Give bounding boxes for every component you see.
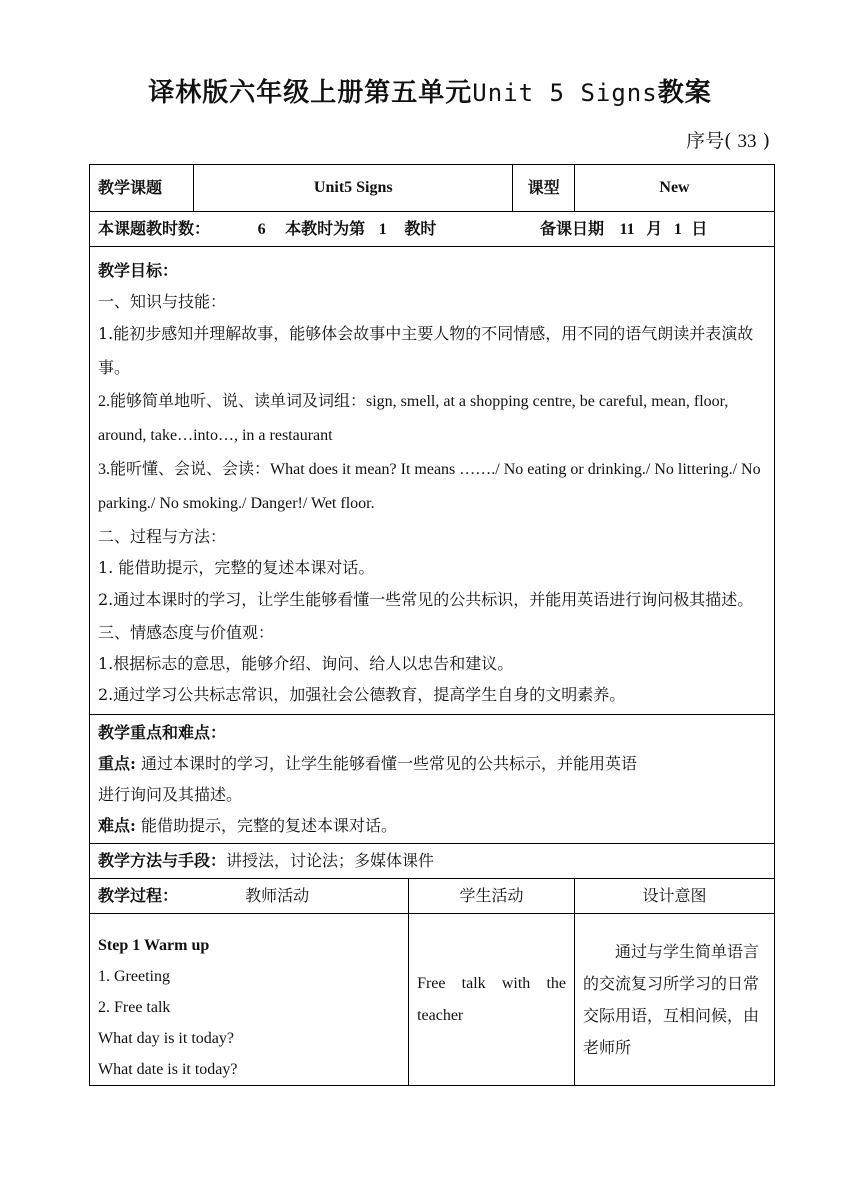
- step1-design-cell: [575, 914, 775, 1086]
- objective-line: 1.根据标志的意思，能够介绍、询问、给人以忠告和建议。: [98, 654, 514, 673]
- step1-line: 1. Greeting: [98, 968, 170, 985]
- title-cn-right: 教案: [657, 78, 712, 108]
- key-points-row: [90, 715, 775, 844]
- method-text: 讲授法，讨论法；多媒体课件: [226, 851, 435, 871]
- topic-label: 教学课题: [90, 165, 194, 212]
- design-intent-header: 设计意图: [575, 879, 775, 914]
- focus-text: 通过本课时的学习，让学生能够看懂一些常见的公共标示，并能用英语: [135, 754, 638, 773]
- date-day: 1: [673, 220, 682, 238]
- objective-line: 1. 能借助提示，完整的复述本课对话。: [98, 558, 375, 577]
- step1-line: What day is it today?: [98, 1030, 234, 1047]
- objective-line: 三、情感态度与价值观：: [98, 623, 275, 642]
- student-activity-header: 学生活动: [409, 879, 575, 914]
- objective-line: 二、过程与方法：: [98, 527, 227, 546]
- objectives-heading: 教学目标：: [98, 261, 179, 280]
- step1-student-cell: Free talk with the teacher: [409, 914, 575, 1086]
- date-label: 备课日期: [539, 218, 604, 238]
- serial-label: 序号(: [686, 130, 732, 152]
- objectives-row: [90, 247, 775, 715]
- objective-line: 2.能够简单地听、说、读单词及词组：sign, smell, at a shopping centre, be careful, mean, floor, around, take…into…, in a restaurant: [98, 393, 729, 444]
- step1-line: 2. Free talk: [98, 999, 171, 1016]
- step1-teacher-cell: [90, 914, 409, 1086]
- serial-value: 33: [737, 131, 757, 152]
- key-points-heading: 教学重点和难点：: [98, 723, 227, 742]
- method-label: 教学方法与手段：: [98, 851, 227, 871]
- objectives-cell: [90, 247, 775, 715]
- topic-row: [90, 165, 775, 212]
- hours-row: [90, 212, 775, 247]
- date-month: 11: [619, 220, 635, 238]
- hours-value: 6: [257, 220, 266, 238]
- objective-line: 2.通过本课时的学习，让学生能够看懂一些常见的公共标识，并能用英语进行询问极其描述。: [98, 590, 754, 609]
- serial-close: ): [762, 130, 770, 152]
- current-value: 1: [378, 220, 387, 238]
- step1-design-text: 通过与学生简单语言的交流复习所学习的日常交际用语，互相问候，由老师所: [583, 941, 760, 1057]
- difficulty-text: 能借助提示，完整的复述本课对话。: [135, 816, 398, 835]
- process-header-row: [90, 879, 775, 914]
- objective-line: 2.通过学习公共标志常识，加强社会公德教育，提高学生自身的文明素养。: [98, 685, 626, 704]
- objective-line: 3.能听懂、会说、会读：What does it mean? It means ……./ No eating or drinking./ No littering./ No parking./ No smoking./ Danger!/ Wet floor.: [98, 461, 761, 512]
- step1-row: [90, 914, 775, 1086]
- objective-line: 一、知识与技能：: [98, 292, 227, 311]
- teacher-activity-label: 教师活动: [245, 886, 310, 906]
- title-cn-left: 译林版六年级上册第五单元: [148, 78, 473, 108]
- focus-line-2: 进行询问及其描述。: [98, 785, 243, 804]
- month-char: 月: [646, 218, 663, 238]
- teacher-activity-header: [90, 879, 409, 914]
- day-char: 日: [691, 218, 708, 238]
- current-label: 本教时为第: [285, 218, 366, 238]
- document-title: [0, 72, 860, 109]
- serial-number: [686, 126, 770, 153]
- hours-label: 本课题教时数：: [98, 218, 211, 238]
- focus-line: [98, 748, 766, 779]
- method-cell: [90, 844, 775, 879]
- process-label: 教学过程：: [98, 886, 179, 906]
- lesson-plan-table: [89, 164, 775, 1086]
- key-points-cell: [90, 715, 775, 844]
- current-unit: 教时: [404, 218, 437, 238]
- difficulty-label: 难点:: [98, 816, 136, 835]
- title-en: Unit 5 Signs: [472, 79, 658, 107]
- difficulty-line: [98, 810, 766, 841]
- step1-title: Step 1 Warm up: [98, 937, 210, 954]
- method-row: [90, 844, 775, 879]
- topic-value: Unit5 Signs: [194, 165, 513, 212]
- focus-label: 重点:: [98, 754, 136, 773]
- type-value: New: [575, 165, 775, 212]
- type-label: 课型: [513, 165, 575, 212]
- objective-line: 1.能初步感知并理解故事，能够体会故事中主要人物的不同情感，用不同的语气朗读并表演故事。: [98, 324, 754, 377]
- step1-line: What date is it today?: [98, 1061, 238, 1078]
- hours-cell: [90, 212, 775, 247]
